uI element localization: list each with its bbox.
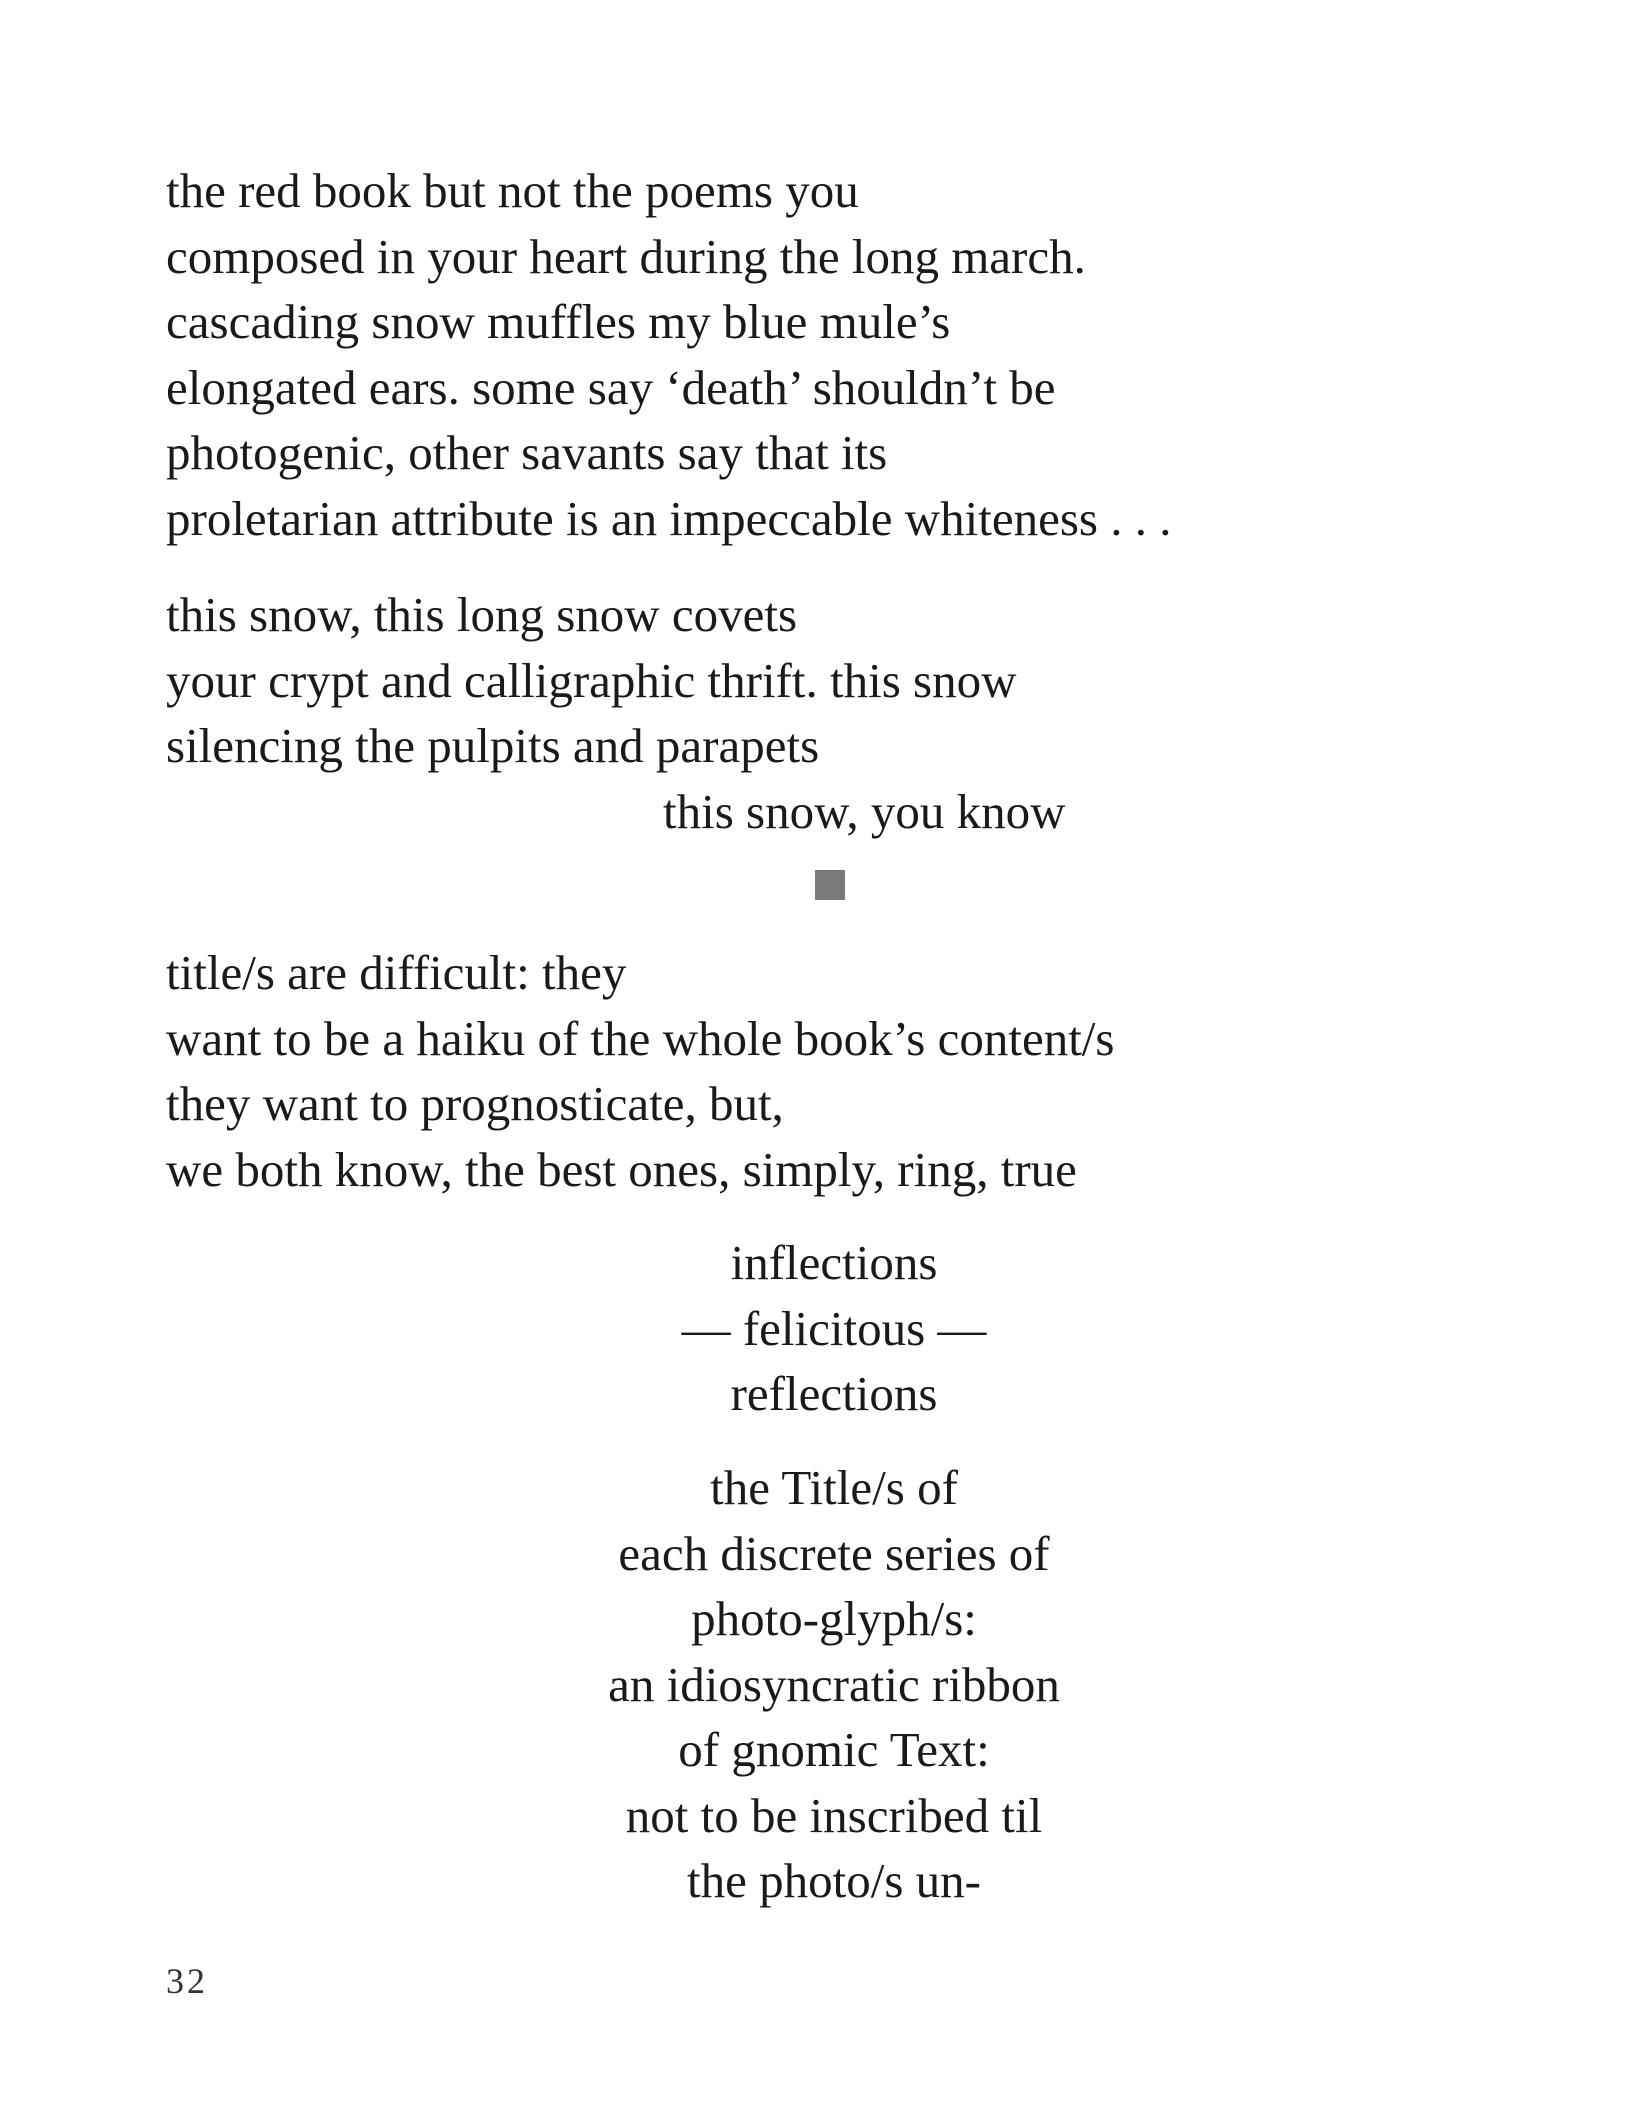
centered-line: inflections — [730, 1235, 938, 1290]
stanza-3-line: they want to prognosticate, but, — [166, 1076, 784, 1131]
centered-stanza-2 — [166, 1455, 1502, 1914]
stanza-3 — [166, 940, 1366, 1202]
stanza-1-line: elongated ears. some say ‘death’ shouldn’t be — [166, 359, 1056, 415]
centered-line: reflections — [730, 1366, 938, 1421]
centered-line: not to be inscribed til — [625, 1787, 1043, 1843]
stanza-1-line: photogenic, other savants say that its — [166, 425, 888, 480]
centered-line: the Title/s of — [710, 1460, 958, 1515]
stanza-1-line: the red book but not the poems you — [166, 163, 859, 218]
page-number: 32 — [166, 1961, 208, 2001]
stanza-2-line: silencing the pulpits and parapets — [166, 718, 820, 773]
stanza-2-line: this snow, this long snow covets — [166, 587, 798, 642]
stanza-1-line: proletarian attribute is an impeccable whiteness . . . — [166, 490, 1172, 546]
centered-line: photo-glyph/s: — [691, 1591, 977, 1646]
centered-line: an idiosyncratic ribbon — [608, 1656, 1060, 1712]
stanza-1-line: composed in your heart during the long march. — [166, 228, 1086, 284]
centered-line: the photo/s un- — [687, 1853, 981, 1908]
centered-line: of gnomic Text: — [678, 1722, 990, 1777]
stanza-2-indented-line: this snow, you know — [663, 783, 1066, 839]
stanza-2-line: your crypt and calligraphic thrift. this snow — [166, 652, 1017, 708]
stanza-1 — [166, 158, 1366, 551]
stanza-3-line: title/s are difficult: they — [166, 945, 627, 1000]
centered-line: each discrete series of — [618, 1525, 1050, 1581]
stanza-1-line: cascading snow muffles my blue mule’s — [166, 294, 951, 349]
centered-stanza-1 — [166, 1230, 1502, 1427]
stanza-3-line: want to be a haiku of the whole book’s content/s — [166, 1010, 1115, 1066]
stanza-3-line: we both know, the best ones, simply, ring, true — [166, 1141, 1077, 1197]
stanza-2 — [166, 582, 1366, 844]
section-divider-square — [815, 870, 845, 900]
centered-line: — felicitous — — [681, 1300, 987, 1356]
